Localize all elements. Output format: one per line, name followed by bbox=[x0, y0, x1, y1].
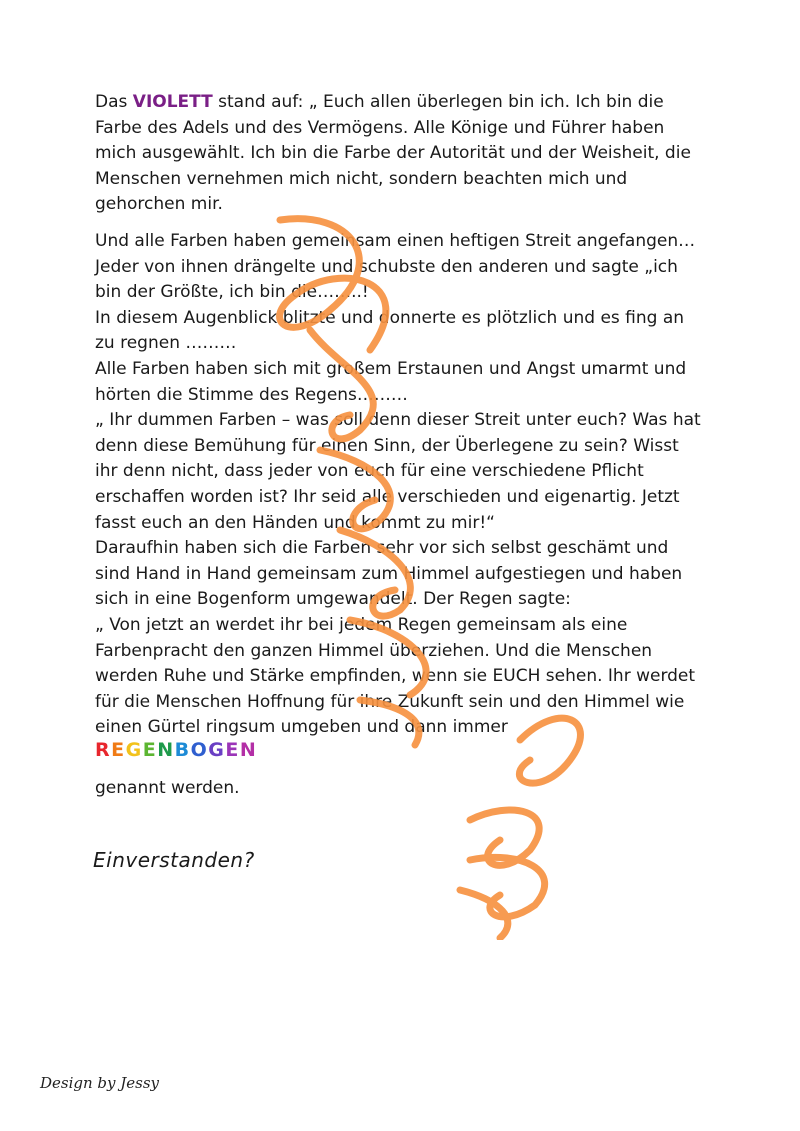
rainbow-letter: R bbox=[95, 739, 112, 761]
paragraph-violett-prefix: Das bbox=[95, 92, 133, 112]
rainbow-letter: G bbox=[125, 739, 143, 761]
violett-highlight: VIOLETT bbox=[132, 92, 213, 112]
paragraph-ending: genannt werden. bbox=[95, 778, 240, 798]
rainbow-letter: O bbox=[190, 739, 209, 761]
story-line: In diesem Augenblick blitzte und donnerte es plötzlich und es fing an zu regnen ……… bbox=[95, 307, 685, 354]
rainbow-letter: G bbox=[208, 739, 226, 761]
rainbow-word bbox=[95, 738, 257, 762]
rainbow-letter: E bbox=[225, 739, 240, 761]
rainbow-letter: N bbox=[239, 739, 258, 761]
story-line: Und alle Farben haben gemeinsam einen heftigen Streit angefangen… bbox=[95, 231, 696, 251]
closing-question: Einverstanden? bbox=[93, 848, 255, 872]
rainbow-letter: N bbox=[157, 739, 175, 761]
story-line: Jeder von ihnen drängelte und schubste den anderen und sagte „ich bin der Größte, ich bin die……..! bbox=[95, 256, 678, 303]
story-line: „ Von jetzt an werdet ihr bei jedem Regen gemeinsam als eine Farbenpracht den ganzen Himmel überziehen. Und die Menschen werden Ruhe und Stärke empfinden, wenn sie EUCH sehen. Ihr werdet für die Menschen Hoffnung für ihre Zukunft sein und den Himmel wie einen Gürtel ringsum umgeben und dann immer bbox=[95, 614, 696, 738]
story-line: Alle Farben haben sich mit großem Erstaunen und Angst umarmt und hörten die Stimme des Regens……… bbox=[95, 358, 687, 405]
rainbow-letter: E bbox=[142, 739, 158, 761]
story-line: Daraufhin haben sich die Farben sehr vor sich selbst geschämt und sind Hand in Hand gemeinsam zum Himmel aufgestiegen und haben sich in eine Bogenform umgewandelt. Der Regen sagte: bbox=[95, 538, 683, 610]
rainbow-letter: B bbox=[174, 739, 191, 761]
paragraph-violett-rest: stand auf: „ Euch allen überlegen bin ich. Ich bin die Farbe des Adels und des Vermögens. Alle Könige und Führer haben mich ausgewählt. Ich bin die Farbe der Autorität und der Weisheit, die Menschen vernehmen mich nicht, sondern beachten mich und gehorchen mir. bbox=[95, 92, 691, 215]
signature-design-by-jessy: Design by Jessy bbox=[40, 1074, 160, 1092]
story-line: „ Ihr dummen Farben – was soll denn dieser Streit unter euch? Was hat denn diese Bemühung für einen Sinn, der Überlegene zu sein? Wisst ihr denn nicht, dass jeder von euch für eine verschiedene Pflicht erschaffen worden ist? Ihr seid alle verschieden und eigenartig. Jetzt fasst euch an den Händen und kommt zu mir!“ bbox=[95, 410, 701, 533]
paragraph-violett bbox=[95, 90, 705, 218]
rainbow-letter: E bbox=[111, 739, 126, 761]
paragraph-story bbox=[95, 229, 705, 741]
